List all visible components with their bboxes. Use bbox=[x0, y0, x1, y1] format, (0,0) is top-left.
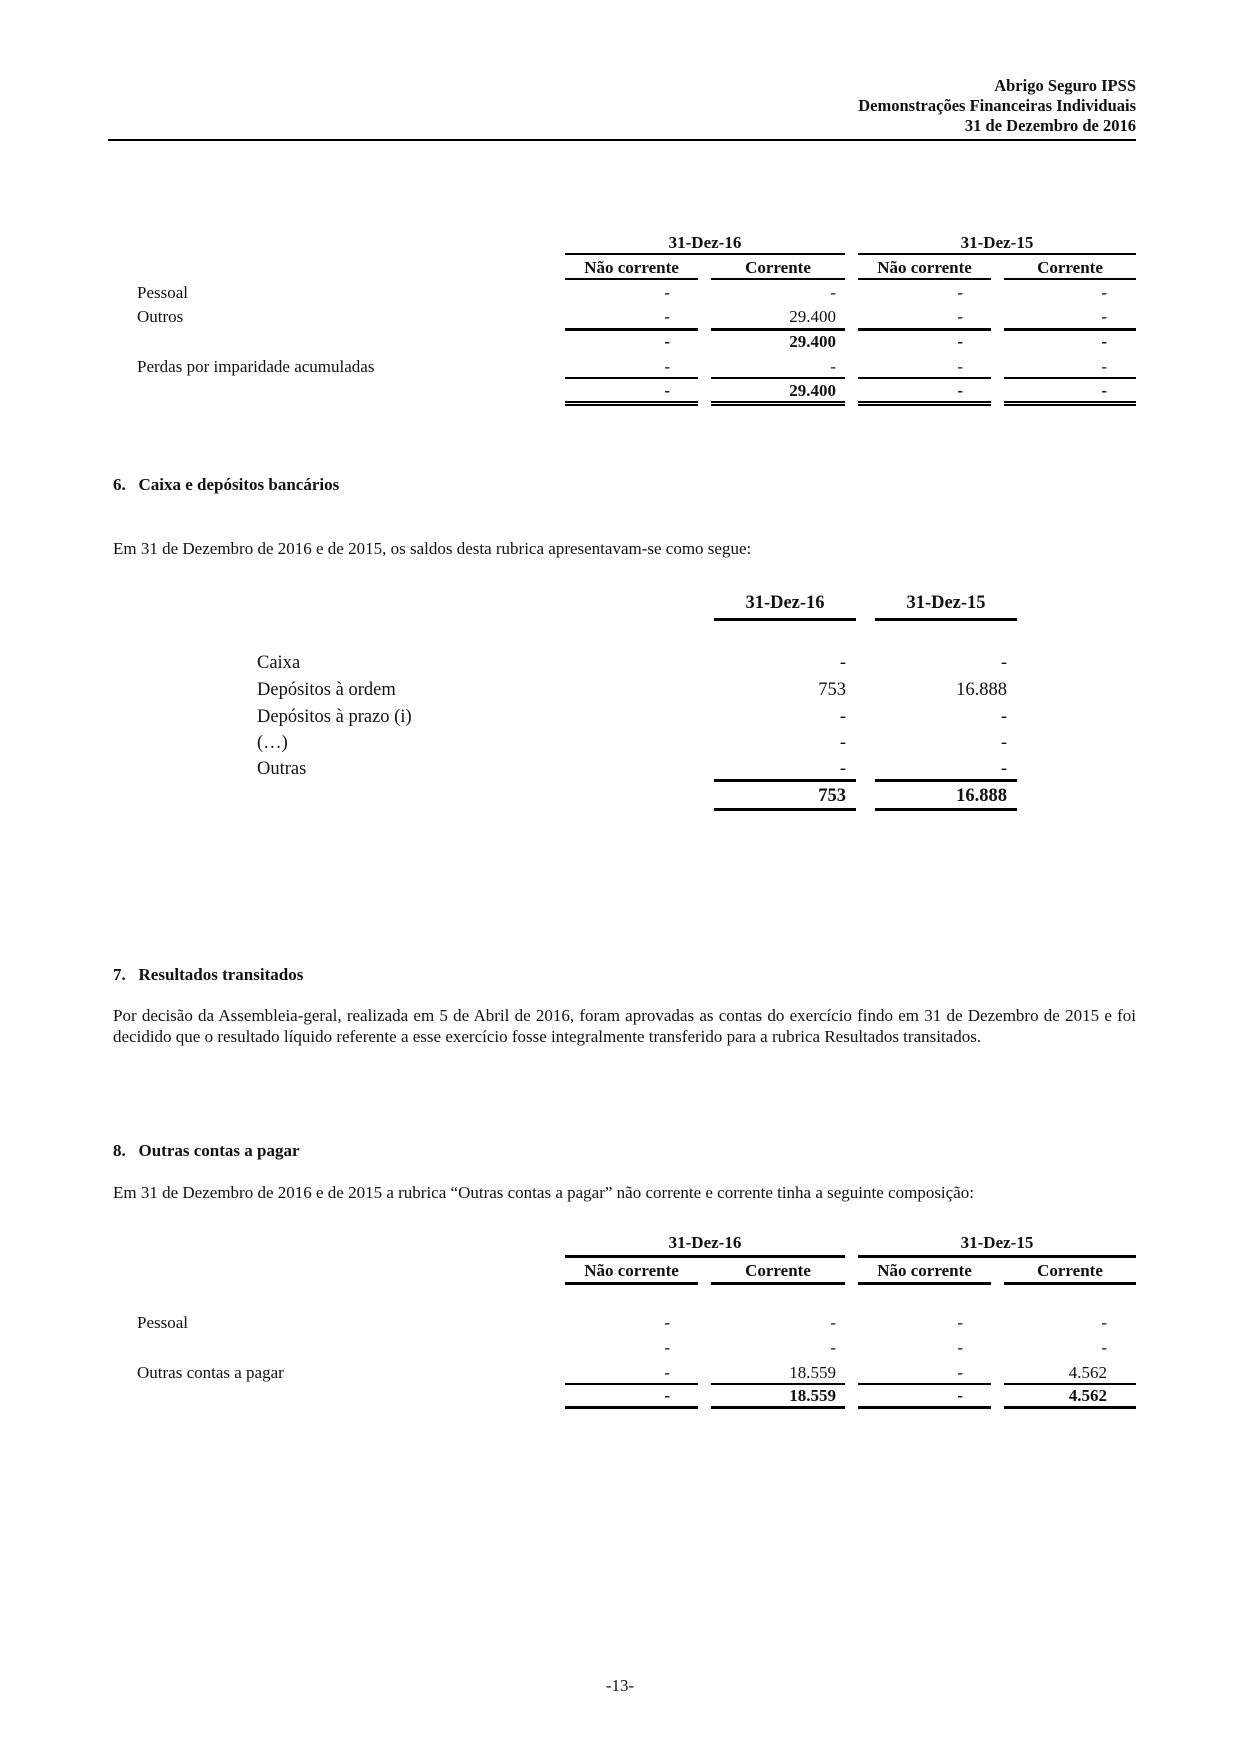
col-header: Corrente bbox=[1037, 1261, 1103, 1280]
row-label: Caixa bbox=[257, 653, 301, 673]
rule bbox=[565, 1255, 845, 1258]
row-label: Depósitos à ordem bbox=[257, 680, 396, 700]
col-header: Corrente bbox=[1037, 258, 1103, 277]
col-header: Não corrente bbox=[877, 258, 972, 277]
rule bbox=[711, 1383, 845, 1385]
total-cell: - bbox=[664, 381, 670, 400]
rule bbox=[1004, 1282, 1136, 1285]
col-header: Corrente bbox=[745, 1261, 811, 1280]
rule bbox=[565, 328, 698, 331]
header-org-name: Abrigo Seguro IPSS bbox=[994, 76, 1136, 95]
cell: - bbox=[1101, 1338, 1107, 1357]
header-doc-title: Demonstrações Financeiras Individuais bbox=[858, 96, 1136, 115]
rule bbox=[711, 1282, 845, 1285]
cell: - bbox=[1101, 1313, 1107, 1332]
rule bbox=[875, 779, 1017, 782]
period-header: 31-Dez-15 bbox=[960, 233, 1034, 252]
page-number: -13- bbox=[605, 1676, 635, 1695]
total-cell: 18.559 bbox=[789, 1386, 836, 1405]
row-label: Outras contas a pagar bbox=[137, 1363, 284, 1382]
rule bbox=[858, 1406, 991, 1409]
rule bbox=[711, 377, 845, 379]
rule bbox=[858, 1282, 991, 1285]
cell: - bbox=[664, 283, 670, 302]
cell: - bbox=[664, 1363, 670, 1382]
cell: - bbox=[1101, 283, 1107, 302]
row-label: Depósitos à prazo (i) bbox=[257, 707, 412, 727]
cell: - bbox=[664, 1338, 670, 1357]
total-cell: - bbox=[957, 381, 963, 400]
cell: 4.562 bbox=[1068, 1363, 1107, 1382]
rule bbox=[858, 253, 1136, 255]
section-6-title: 6. Caixa e depósitos bancários bbox=[113, 475, 340, 494]
subtotal-cell: - bbox=[664, 332, 670, 351]
row-label: Pessoal bbox=[137, 283, 188, 302]
rule bbox=[565, 1383, 698, 1385]
section-8-intro: Em 31 de Dezembro de 2016 e de 2015 a rubrica “Outras contas a pagar” não corrente e corrente tinha a seguinte composição: bbox=[113, 1183, 974, 1202]
rule bbox=[858, 278, 991, 280]
col-header: 31-Dez-16 bbox=[745, 593, 825, 613]
cell: - bbox=[957, 283, 963, 302]
total-cell: - bbox=[664, 1386, 670, 1405]
rule bbox=[711, 1406, 845, 1409]
total-cell: - bbox=[1101, 381, 1107, 400]
rule bbox=[858, 1383, 991, 1385]
cell: - bbox=[957, 307, 963, 326]
col-header: Não corrente bbox=[877, 1261, 972, 1280]
section-7-paragraph: Por decisão da Assembleia-geral, realizada em 5 de Abril de 2016, foram aprovadas as contas do exercício findo em 31 de Dezembro de 2015 e foi decidido que o resultado líquido referente a esse exercício fosse integralmente transferido para a rubrica Resultados transitados. bbox=[113, 1006, 1136, 1046]
period-header: 31-Dez-16 bbox=[668, 233, 742, 252]
cell: - bbox=[957, 1338, 963, 1357]
row-label: Perdas por imparidade acumuladas bbox=[137, 357, 375, 376]
rule bbox=[1004, 1383, 1136, 1385]
double-rule bbox=[565, 401, 698, 406]
cell: - bbox=[839, 759, 846, 779]
cell: - bbox=[830, 1338, 836, 1357]
cell: - bbox=[1101, 357, 1107, 376]
rule bbox=[1004, 377, 1136, 379]
cell: 18.559 bbox=[789, 1363, 836, 1382]
rule bbox=[714, 618, 856, 621]
cell: 16.888 bbox=[956, 680, 1007, 700]
rule bbox=[565, 1406, 698, 1409]
double-rule bbox=[1004, 401, 1136, 406]
rule bbox=[1004, 278, 1136, 280]
rule bbox=[711, 278, 845, 280]
cell: - bbox=[839, 733, 846, 753]
col-header: 31-Dez-15 bbox=[906, 593, 986, 613]
rule bbox=[565, 278, 698, 280]
cell: - bbox=[664, 1313, 670, 1332]
rule bbox=[875, 808, 1017, 811]
row-label: Pessoal bbox=[137, 1313, 188, 1332]
cell: - bbox=[1000, 653, 1007, 673]
cell: - bbox=[957, 1363, 963, 1382]
cell: 29.400 bbox=[789, 307, 836, 326]
rule bbox=[1004, 328, 1136, 331]
rule bbox=[714, 779, 856, 782]
row-label: Outras bbox=[257, 759, 307, 779]
cell: - bbox=[957, 357, 963, 376]
rule bbox=[1004, 1406, 1136, 1409]
cell: - bbox=[1000, 759, 1007, 779]
total-cell: - bbox=[957, 1386, 963, 1405]
total-cell: 29.400 bbox=[789, 381, 836, 400]
col-header: Não corrente bbox=[584, 1261, 679, 1280]
cell: - bbox=[839, 707, 846, 727]
subtotal-cell: 29.400 bbox=[789, 332, 836, 351]
cell: - bbox=[1000, 707, 1007, 727]
subtotal-cell: - bbox=[1101, 332, 1107, 351]
row-label: (…) bbox=[257, 733, 288, 753]
header-rule bbox=[108, 139, 1136, 141]
rule bbox=[875, 618, 1017, 621]
row-label: Outros bbox=[137, 307, 184, 326]
double-rule bbox=[711, 401, 845, 406]
double-rule bbox=[858, 401, 991, 406]
section-7-title: 7. Resultados transitados bbox=[113, 965, 304, 984]
rule bbox=[711, 328, 845, 331]
total-cell: 16.888 bbox=[956, 786, 1007, 806]
cell: - bbox=[830, 1313, 836, 1332]
section-6-intro: Em 31 de Dezembro de 2016 e de 2015, os saldos desta rubrica apresentavam-se como segue: bbox=[113, 539, 752, 558]
cell: - bbox=[664, 357, 670, 376]
total-cell: 4.562 bbox=[1068, 1386, 1107, 1405]
section-8-title: 8. Outras contas a pagar bbox=[113, 1141, 300, 1160]
cell: - bbox=[957, 1313, 963, 1332]
cell: - bbox=[830, 283, 836, 302]
period-header: 31-Dez-15 bbox=[960, 1233, 1034, 1252]
subtotal-cell: - bbox=[957, 332, 963, 351]
col-header: Corrente bbox=[745, 258, 811, 277]
total-cell: 753 bbox=[818, 786, 846, 806]
cell: - bbox=[1000, 733, 1007, 753]
rule bbox=[565, 253, 845, 255]
cell: - bbox=[830, 357, 836, 376]
rule bbox=[565, 1282, 698, 1285]
rule bbox=[858, 377, 991, 379]
header-date: 31 de Dezembro de 2016 bbox=[964, 116, 1136, 135]
rule bbox=[565, 377, 698, 379]
cell: - bbox=[839, 653, 846, 673]
cell: - bbox=[1101, 307, 1107, 326]
period-header: 31-Dez-16 bbox=[668, 1233, 742, 1252]
cell: 753 bbox=[818, 680, 846, 700]
col-header: Não corrente bbox=[584, 258, 679, 277]
cell: - bbox=[664, 307, 670, 326]
rule bbox=[714, 808, 856, 811]
rule bbox=[858, 328, 991, 331]
rule bbox=[858, 1255, 1136, 1258]
